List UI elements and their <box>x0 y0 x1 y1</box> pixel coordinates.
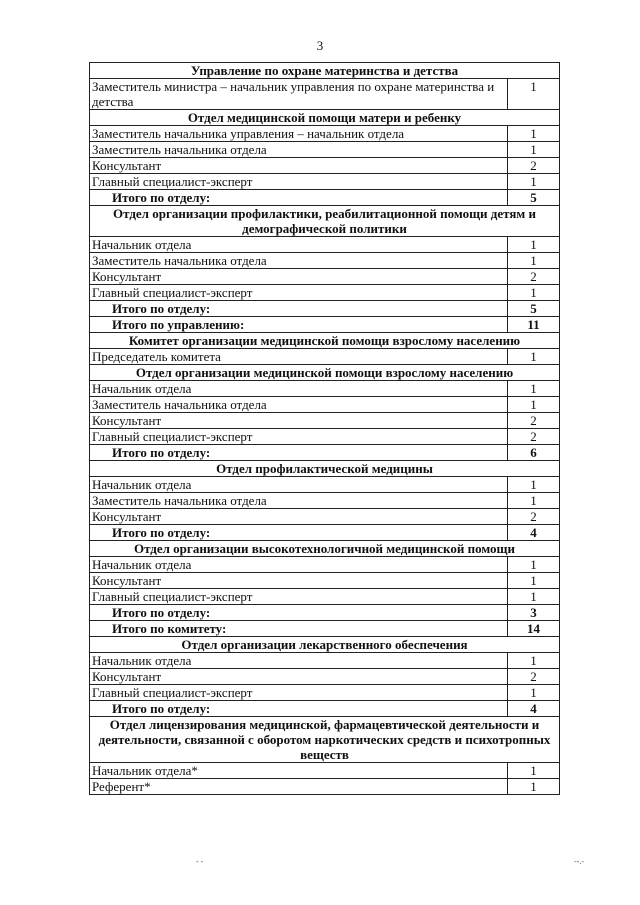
position-title: Главный специалист-эксперт <box>90 285 508 301</box>
section-heading: Отдел организации профилактики, реабилитационной помощи детям и демографической политики <box>90 206 560 237</box>
total-count: 14 <box>507 621 559 637</box>
total-row <box>90 621 560 637</box>
position-row <box>90 237 560 253</box>
position-count: 1 <box>507 397 559 413</box>
position-title: Референт* <box>90 779 508 795</box>
section-heading-row <box>90 206 560 237</box>
position-title: Консультант <box>90 509 508 525</box>
position-row <box>90 779 560 795</box>
position-row <box>90 285 560 301</box>
section-heading: Отдел организации высокотехнологичной медицинской помощи <box>90 541 560 557</box>
position-row <box>90 477 560 493</box>
position-row <box>90 142 560 158</box>
position-title: Заместитель начальника отдела <box>90 397 508 413</box>
position-title: Заместитель министра – начальник управления по охране материнства и детства <box>90 79 508 110</box>
position-count: 2 <box>507 269 559 285</box>
position-row <box>90 381 560 397</box>
section-heading: Отдел профилактической медицины <box>90 461 560 477</box>
total-row <box>90 445 560 461</box>
position-count: 1 <box>507 349 559 365</box>
section-heading-row <box>90 333 560 349</box>
position-title: Консультант <box>90 158 508 174</box>
position-title: Консультант <box>90 573 508 589</box>
section-heading-row <box>90 637 560 653</box>
position-title: Главный специалист-эксперт <box>90 429 508 445</box>
position-row <box>90 763 560 779</box>
section-heading-row <box>90 461 560 477</box>
section-heading-row <box>90 541 560 557</box>
position-row <box>90 397 560 413</box>
scan-mark: - ‐ <box>196 857 204 866</box>
position-row <box>90 413 560 429</box>
position-count: 1 <box>507 493 559 509</box>
position-count: 1 <box>507 653 559 669</box>
total-label: Итого по отделу: <box>90 701 508 717</box>
staffing-table <box>89 62 560 795</box>
position-row <box>90 253 560 269</box>
total-label: Итого по управлению: <box>90 317 508 333</box>
position-count: 1 <box>507 573 559 589</box>
position-row <box>90 174 560 190</box>
position-row <box>90 669 560 685</box>
total-label: Итого по отделу: <box>90 445 508 461</box>
section-heading: Отдел организации лекарственного обеспечения <box>90 637 560 653</box>
section-heading-row <box>90 63 560 79</box>
position-title: Председатель комитета <box>90 349 508 365</box>
total-count: 5 <box>507 190 559 206</box>
position-count: 1 <box>507 126 559 142</box>
position-count: 1 <box>507 253 559 269</box>
total-label: Итого по комитету: <box>90 621 508 637</box>
section-heading-row <box>90 717 560 763</box>
position-count: 1 <box>507 237 559 253</box>
position-count: 1 <box>507 685 559 701</box>
position-title: Заместитель начальника отдела <box>90 493 508 509</box>
position-count: 1 <box>507 589 559 605</box>
position-title: Начальник отдела <box>90 381 508 397</box>
total-label: Итого по отделу: <box>90 525 508 541</box>
position-title: Начальник отдела* <box>90 763 508 779</box>
staffing-table-body <box>90 63 560 795</box>
position-count: 1 <box>507 174 559 190</box>
position-title: Начальник отдела <box>90 653 508 669</box>
section-heading: Отдел лицензирования медицинской, фармацевтической деятельности и деятельности, связанной с оборотом наркотических средств и психотропных веществ <box>90 717 560 763</box>
position-row <box>90 573 560 589</box>
position-row <box>90 589 560 605</box>
position-title: Консультант <box>90 269 508 285</box>
position-count: 1 <box>507 79 559 110</box>
position-count: 1 <box>507 477 559 493</box>
total-label: Итого по отделу: <box>90 190 508 206</box>
position-title: Начальник отдела <box>90 557 508 573</box>
total-label: Итого по отделу: <box>90 605 508 621</box>
position-row <box>90 509 560 525</box>
position-count: 2 <box>507 669 559 685</box>
position-count: 2 <box>507 509 559 525</box>
position-row <box>90 79 560 110</box>
position-row <box>90 429 560 445</box>
total-row <box>90 317 560 333</box>
scan-mark: --.- <box>574 857 584 866</box>
position-title: Консультант <box>90 413 508 429</box>
position-count: 2 <box>507 413 559 429</box>
position-row <box>90 349 560 365</box>
total-count: 3 <box>507 605 559 621</box>
section-heading-row <box>90 110 560 126</box>
total-row <box>90 190 560 206</box>
position-row <box>90 269 560 285</box>
position-title: Заместитель начальника отдела <box>90 142 508 158</box>
position-row <box>90 126 560 142</box>
position-count: 1 <box>507 285 559 301</box>
total-row <box>90 605 560 621</box>
position-row <box>90 158 560 174</box>
total-row <box>90 301 560 317</box>
position-title: Заместитель начальника управления – начальник отдела <box>90 126 508 142</box>
position-row <box>90 685 560 701</box>
position-title: Главный специалист-эксперт <box>90 685 508 701</box>
position-title: Консультант <box>90 669 508 685</box>
total-label: Итого по отделу: <box>90 301 508 317</box>
total-count: 6 <box>507 445 559 461</box>
total-count: 4 <box>507 525 559 541</box>
position-count: 1 <box>507 557 559 573</box>
section-heading-row <box>90 365 560 381</box>
position-title: Начальник отдела <box>90 477 508 493</box>
position-title: Главный специалист-эксперт <box>90 174 508 190</box>
page-number: 3 <box>316 38 324 53</box>
section-heading: Отдел организации медицинской помощи взрослому населению <box>90 365 560 381</box>
position-count: 2 <box>507 429 559 445</box>
section-heading: Управление по охране материнства и детства <box>90 63 560 79</box>
total-row <box>90 701 560 717</box>
position-row <box>90 557 560 573</box>
total-count: 5 <box>507 301 559 317</box>
section-heading: Комитет организации медицинской помощи взрослому населению <box>90 333 560 349</box>
position-count: 2 <box>507 158 559 174</box>
position-row <box>90 493 560 509</box>
position-count: 1 <box>507 142 559 158</box>
position-title: Главный специалист-эксперт <box>90 589 508 605</box>
position-count: 1 <box>507 763 559 779</box>
position-count: 1 <box>507 779 559 795</box>
position-title: Заместитель начальника отдела <box>90 253 508 269</box>
section-heading: Отдел медицинской помощи матери и ребенку <box>90 110 560 126</box>
position-count: 1 <box>507 381 559 397</box>
total-count: 11 <box>507 317 559 333</box>
position-title: Начальник отдела <box>90 237 508 253</box>
total-row <box>90 525 560 541</box>
position-row <box>90 653 560 669</box>
total-count: 4 <box>507 701 559 717</box>
